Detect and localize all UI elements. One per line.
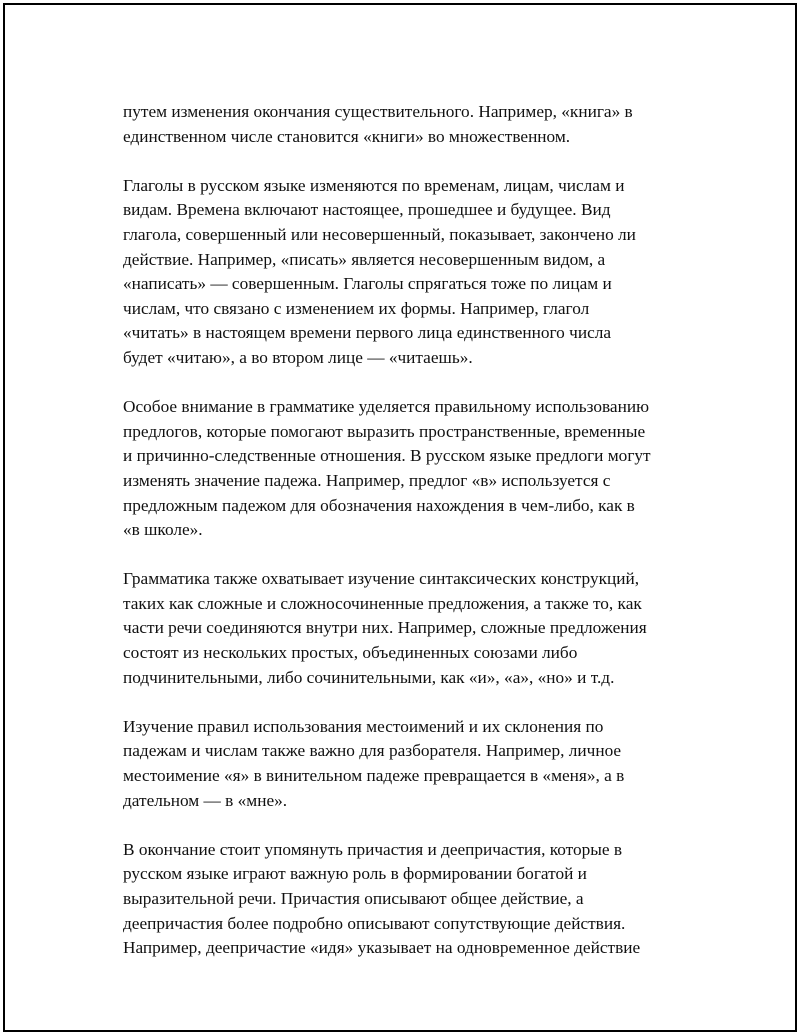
- text-line: Например, деепричастие «идя» указывает на одновременное действие: [123, 938, 641, 958]
- text-line: видам. Времена включают настоящее, прошедшее и будущее. Вид: [123, 200, 611, 220]
- document-body: [123, 100, 688, 961]
- text-line: В окончание стоит упомянуть причастия и деепричастия, которые в: [123, 839, 623, 859]
- text-line: предлогов, которые помогают выразить пространственные, временные: [123, 421, 646, 441]
- text-line: выразительной речи. Причастия описывают общее действие, а: [123, 889, 584, 908]
- text-line: деепричастия более подробно описывают сопутствующие действия.: [123, 913, 626, 933]
- text-line: Глаголы в русском языке изменяются по временам, лицам, числам и: [123, 175, 625, 195]
- text-line: Особое внимание в грамматике уделяется правильному использованию: [123, 397, 650, 417]
- text-line: состоят из нескольких простых, объединенных союзами либо: [123, 643, 578, 663]
- text-line: падежам и числам также важно для разборателя. Например, личное: [123, 741, 622, 761]
- text-line: путем изменения окончания существительного. Например, «книга» в: [123, 102, 633, 121]
- text-line: части речи соединяются внутри них. Например, сложные предложения: [123, 618, 647, 638]
- text-line: «написать» — совершенным. Глаголы спрягаться тоже по лицам и: [123, 274, 612, 294]
- document-page: [3, 3, 797, 1032]
- text-line: действие. Например, «писать» является несовершенным видом, а: [123, 249, 606, 269]
- text-line: Грамматика также охватывает изучение синтаксических конструкций,: [123, 569, 640, 589]
- paragraph-verbs: [123, 174, 688, 371]
- text-line: предложным падежом для обозначения нахождения в чем-либо, как в: [123, 495, 635, 515]
- paragraph-prepositions: [123, 395, 688, 543]
- text-line: «читать» в настоящем времени первого лица единственного числа: [123, 323, 612, 343]
- text-line: местоимение «я» в винительном падеже превращается в «меня», а в: [123, 766, 625, 786]
- text-line: изменять значение падежа. Например, предлог «в» используется с: [123, 470, 611, 490]
- text-line: будет «читаю», а во втором лице — «читаешь».: [123, 347, 473, 367]
- text-line: Изучение правил использования местоимений и их склонения по: [123, 716, 604, 736]
- paragraph-noun-plural: [123, 100, 688, 149]
- text-line: подчинительными, либо сочинительными, как «и», «а», «но» и т.д.: [123, 667, 615, 687]
- text-line: единственном числе становится «книги» во множественном.: [123, 126, 571, 146]
- text-line: таких как сложные и сложносочиненные предложения, а также то, как: [123, 593, 642, 613]
- paragraph-syntax: [123, 567, 688, 690]
- text-line: дательном — в «мне».: [123, 790, 288, 810]
- text-line: русском языке играют важную роль в формировании богатой и: [123, 864, 587, 884]
- text-line: числам, что связано с изменением их формы. Например, глагол: [123, 298, 590, 318]
- text-line: «в школе».: [123, 520, 203, 540]
- paragraph-participles: [123, 838, 688, 961]
- paragraph-pronouns: [123, 715, 688, 813]
- text-line: глагола, совершенный или несовершенный, показывает, закончено ли: [123, 224, 636, 244]
- text-line: и причинно-следственные отношения. В русском языке предлоги могут: [123, 446, 651, 466]
